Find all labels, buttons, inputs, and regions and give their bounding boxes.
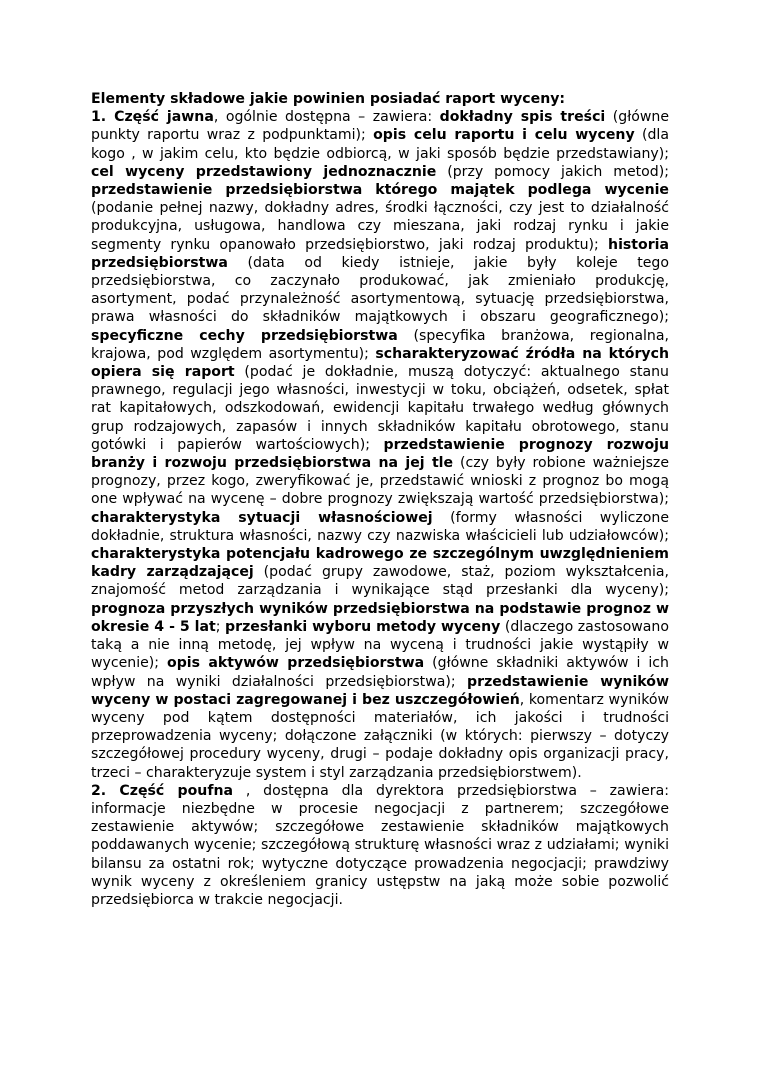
bold-term: prognoza przyszłych wyników przedsiębiorstwa na podstawie prognoz w okresie 4 - 5 lat — [91, 600, 669, 635]
text-run: (główne punkty raportu wraz z podpunktami); — [91, 109, 670, 144]
bold-term: dokładny spis treści — [439, 109, 606, 126]
bold-term: opis aktywów przedsiębiorstwa — [167, 655, 425, 672]
text-run: (przy pomocy jakich metod); — [436, 163, 669, 180]
bold-term: charakterystyka sytuacji własnościowej — [91, 509, 433, 526]
text-run: (dlaczego zastosowano taką a nie inną metodę, jej wpływ na wyceną i trudności jakie wystąpiły w wycenie); — [91, 618, 669, 672]
bold-term: charakterystyka potencjału kadrowego ze szczególnym uwzględnieniem kadry zarządzającej — [91, 546, 669, 581]
bold-term: historia przedsiębiorstwa — [91, 236, 669, 271]
text-run: (podać grupy zawodowe, staż, poziom wykształcenia, znajomość metod zarządzania i wynikające stąd przesłanki dla wyceny); — [91, 564, 669, 599]
section-2-paragraph — [91, 782, 669, 909]
text-run: (podać je dokładnie, muszą dotyczyć: aktualnego stanu prawnego, regulacji jego własności, inwestycji w toku, obciążeń, odsetek, spłat rat kapitałowych, odszkodowań, ewidencji kapitału trwałego według głównych grup rodzajowych, zapasów i innych składników kapitału obrotowego, stanu gotówki i papierów wartościowych); — [91, 364, 669, 453]
text-run: (podanie pełnej nazwy, dokładny adres, środki łączności, czy jest to działalność produkcyjna, usługowa, handlowa czy mieszana, jaki rodzaj rynku i jakie segmenty rynku opanowało przedsiębiorstwo, jaki rodzaj produktu); — [91, 200, 669, 253]
bold-term: przesłanki wyboru metody wyceny — [225, 618, 501, 635]
bold-term: przedstawienie wyników wyceny w postaci zagregowanej i bez uszczegółowień — [91, 673, 669, 708]
text-run: (data od kiedy istnieje, jakie były koleje tego przedsiębiorstwa, co zaczynało produkować, jak zmieniało produkcję, asortyment, podać przynależność asortymentową, sytuację przedsiębiorstwa, prawa własności do składników majątkowych i obszaru geograficznego); — [91, 254, 669, 326]
section-2-title: 2. Część poufna — [91, 782, 234, 799]
text-run: , dostępna dla dyrektora przedsiębiorstwa – zawiera: informacje niezbędne w procesie negocjacji z partnerem; szczegółowe zestawienie aktywów; szczegółowe zestawienie składników majątkowych poddawanych wycenie; szczegółową strukturę własności wraz z udziałami; wyniki bilansu za ostatni rok; wytyczne dotyczące prowadzenia negocjacji; prawdziwy wynik wyceny z określeniem granicy ustępstw na jaką może sobie pozwolić przedsiębiorca w trakcie negocjacji. — [91, 782, 669, 908]
text-run: (formy własności wyliczone dokładnie, struktura własności, nazwy czy nazwiska właścicieli lub udziałowców); — [91, 509, 669, 544]
section-1-title: 1. Część jawna — [91, 109, 214, 126]
text-run: ; — [215, 618, 226, 635]
bold-term: przedstawienie przedsiębiorstwa którego majątek podlega wycenie — [91, 182, 669, 199]
text-run: (główne składniki aktywów i ich wpływ na wyniki działalności przedsiębiorstwa); — [91, 655, 669, 690]
document-page — [91, 90, 669, 909]
text-run: (specyfika branżowa, regionalna, krajowa, pod względem asortymentu); — [91, 327, 669, 362]
text-run: (dla kogo , w jakim celu, kto będzie odbiorcą, w jaki sposób będzie przedstawiany); — [91, 127, 669, 162]
bold-term: scharakteryzować źródła na których opiera się raport — [91, 345, 669, 381]
section-1-paragraph — [91, 108, 669, 782]
bold-term: przedstawienie prognozy rozwoju branży i rozwoju przedsiębiorstwa na jej tle — [91, 436, 669, 472]
text-run: (czy były robione ważniejsze prognozy, przez kogo, zweryfikować je, przedstawić wnioski z prognoz bo mogą one wpływać na wycenę – dobre prognozy zwiększają wartość przedsiębiorstwa); — [91, 455, 669, 508]
bold-term: specyficzne cechy przedsiębiorstwa — [91, 327, 398, 344]
document-heading: Elementy składowe jakie powinien posiadać raport wyceny: — [91, 91, 566, 107]
bold-term: opis celu raportu i celu wyceny — [373, 127, 635, 144]
text-run: , komentarz wyników wyceny pod kątem dostępności materiałów, ich jakości i trudności przeprowadzenia wyceny; dołączone załączniki (w których: pierwszy – dotyczy szczegółowej procedury wyceny, drugi – podaje dokładny opis organizacji pracy, trzeci – charakteryzuje system i styl zarządzania przedsiębiorstwem). — [91, 691, 669, 781]
text-run: , ogólnie dostępna – zawiera: — [213, 109, 440, 126]
bold-term: cel wyceny przedstawiony jednoznacznie — [91, 163, 437, 180]
